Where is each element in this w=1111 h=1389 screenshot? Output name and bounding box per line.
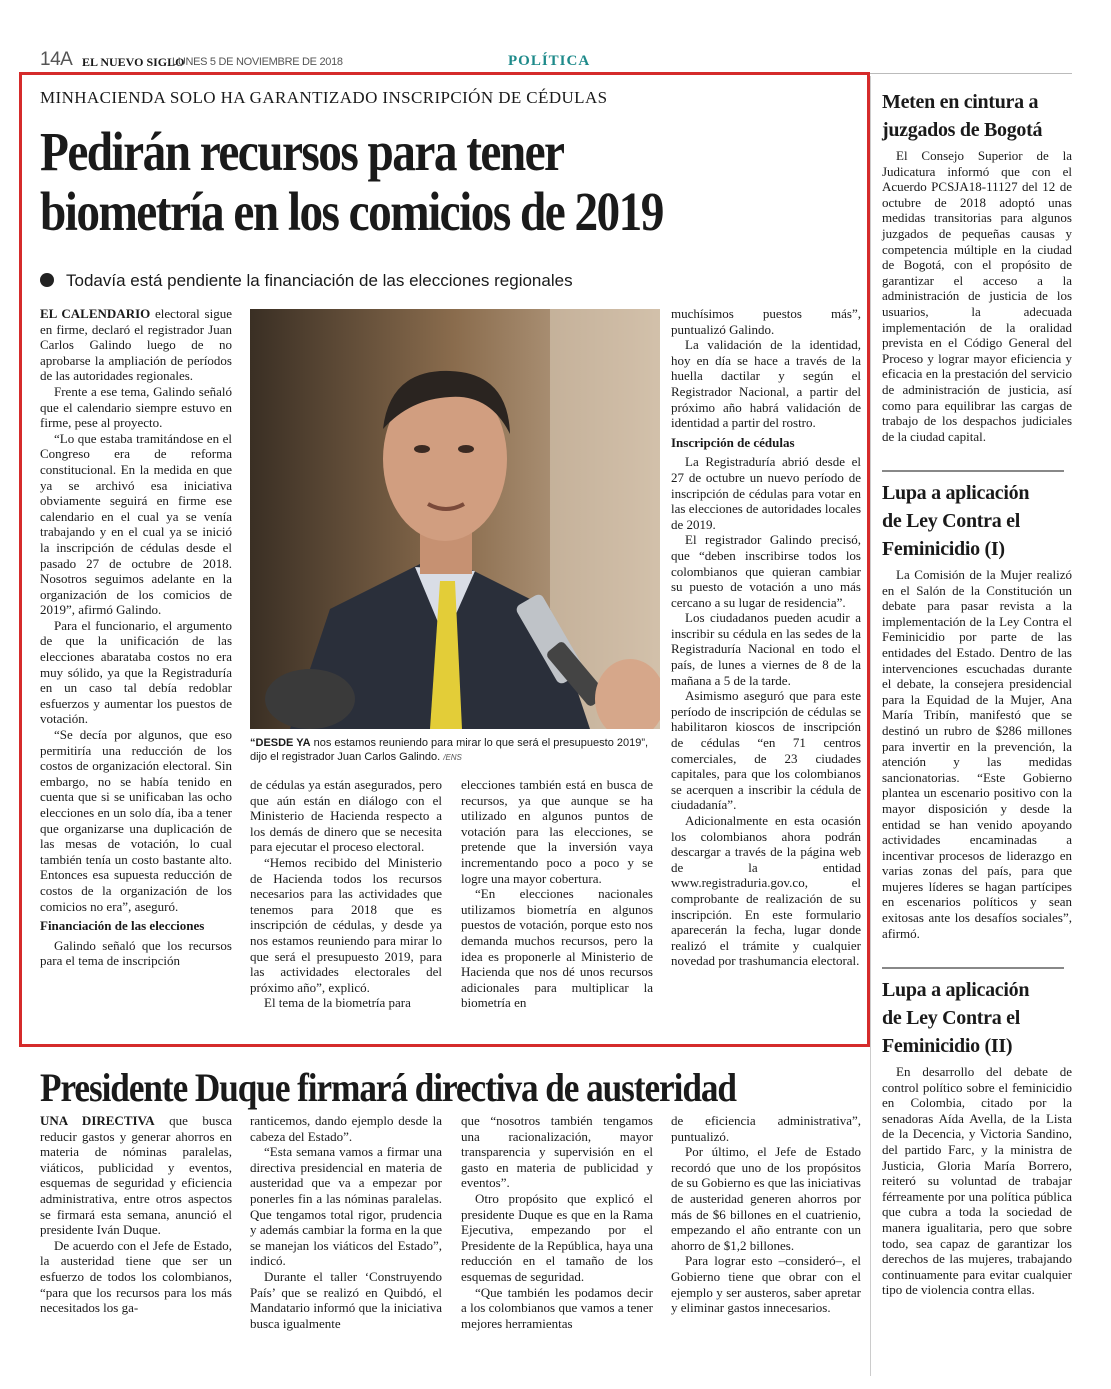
paragraph: de cédulas ya están asegurados, pero que aún están en diálogo con el Ministerio de Hacienda respecto a los demás de dinero que se necesita para ejecutar el proceso electoral. <box>250 777 442 855</box>
article-headline <box>40 122 745 242</box>
photo-registrar-image <box>250 309 660 729</box>
bottom-column-3 <box>461 1113 653 1331</box>
article-column-4 <box>671 306 861 969</box>
caption-text: nos estamos reuniendo para mirar lo que será el presupuesto 2019”, dijo el registrador Juan Carlos Galindo. <box>250 737 649 763</box>
title-line: Feminicidio (II) <box>882 1035 1013 1057</box>
article-column-2 <box>250 777 442 1011</box>
caption-lead: “DESDE YA <box>250 737 311 749</box>
title-line: Lupa a aplicación <box>882 482 1030 504</box>
column-divider <box>870 76 871 1376</box>
paragraph: ranticemos, dando ejemplo desde la cabeza del Estado”. <box>250 1113 442 1144</box>
article-kicker: MINHACIENDA SOLO HA GARANTIZADO INSCRIPCIÓN DE CÉDULAS <box>40 88 608 107</box>
paragraph: El registrador Galindo precisó, que “deben inscribirse todos los colombianos que quieran cambiar su puesto de votación a uno más cercano a su lugar de residencia”. <box>671 532 861 610</box>
sidebar-title-1 <box>882 88 1072 144</box>
subhead-text: Todavía está pendiente la financiación de las elecciones regionales <box>66 271 573 290</box>
subtitle: Inscripción de cédulas <box>671 434 795 450</box>
sidebar-separator <box>882 470 1064 472</box>
bullet-icon <box>40 273 54 287</box>
paragraph: La Registraduría abrió desde el 27 de octubre un nuevo período de inscripción de cédulas para votar en las elecciones de autoridades locales de 2019. <box>671 454 861 532</box>
paragraph: Adicionalmente en esta ocasión los colombianos ahora podrán descargar a través de la página web de la entidad www.registraduria.gov.co, el comprobante de realización de su inscripción. En este formulario aparecerán la fecha, lugar donde realizó el trámite y cualquier novedad por trashumancia electoral. <box>671 813 861 969</box>
paragraph: “Que también les podamos decir a los colombianos que vamos a tener mejores herramientas <box>461 1284 653 1331</box>
paragraph-text: electoral sigue en firme, declaró el registrador Juan Carlos Galindo luego de no aprobarse la ampliación de períodos de las autoridades regionales. <box>40 306 232 384</box>
newspaper-name: EL NUEVO SIGLO <box>82 55 185 69</box>
paragraph: Para el funcionario, el argumento de que la unificación de las elecciones abarataba costos no era muy sólido, ya que la Registraduría en un caso tal debía redoblar esfuerzos y aumentar los puestos de votación. <box>40 617 232 727</box>
paragraph: “En elecciones nacionales utilizamos biometría en algunos puestos de votación, porque esto nos demanda muchos recursos, pero la idea es proponerle al Ministerio de Hacienda que nos dé unos recursos adicionales para multiplicar la biometría en <box>461 886 653 1011</box>
article-subhead <box>40 271 573 291</box>
article-column-1 <box>40 306 232 969</box>
paragraph <box>40 306 232 384</box>
subtitle: Financiación de las elecciones <box>40 918 205 934</box>
paragraph: “Esta semana vamos a firmar una directiva presidencial en materia de austeridad que va a empezar por ponerles fin a las nóminas paralelas. Que tengamos total rigor, prudencia y además cambiar la forma en la que se manejan los viáticos del Estado”, indicó. <box>250 1144 442 1269</box>
photo-credit: /ENS <box>443 753 462 762</box>
bottom-column-1 <box>40 1113 232 1316</box>
paragraph: “Hemos recibido del Ministerio de Hacienda todos los recursos necesarios para las actividades que tenemos para 2018 que es inscripción de cédulas, y desde ya nos estamos reuniendo para mirar lo que será el presupuesto 2019, para las actividades electorales del próximo año”, explicó. <box>250 854 442 995</box>
paragraph: Galindo señaló que los recursos para el tema de inscripción <box>40 937 232 969</box>
bottom-column-4 <box>671 1113 861 1316</box>
sidebar-title-2 <box>882 479 1072 563</box>
paragraph: Durante el taller ‘Construyendo País’ que se realizó en Quibdó, el Mandatario informó que la iniciativa busca igualmente <box>250 1268 442 1331</box>
sidebar-body-2 <box>882 567 1072 941</box>
paragraph: muchísimos puestos más”, puntualizó Galindo. <box>671 306 861 337</box>
article-photo <box>250 309 660 729</box>
paragraph: Asimismo aseguró que para este período de inscripción de cédulas se habilitaron kioscos de inscripción de cédulas “en 71 centros comerciales, de 23 ciudades capitales, para que los colombianos se acerquen a inscribir la cédula de ciudadanía”. <box>671 688 861 813</box>
paragraph: El Consejo Superior de la Judicatura informó que con el Acuerdo PCSJA18-11127 del 12 de octubre de 2018 adoptó unas medidas transitorias para algunos juzgados de pequeñas causas y competencia múltiple en la ciudad de Bogotá, con el propósito de garantizar el acceso a la administración de justicia de los usuarios, la adecuada implementación de la oralidad prevista en el Código General del Proceso y lograr mayor eficiencia y eficacia en la prestación del servicio de administración de justicia, así como para equilibrar las cargas de trabajo de los despachos judiciales de la ciudad capital. <box>882 148 1072 444</box>
bottom-headline: Presidente Duque firmará directiva de austeridad <box>40 1065 736 1110</box>
title-line: Lupa a aplicación <box>882 979 1030 1001</box>
title-line: de Ley Contra el <box>882 510 1020 532</box>
paragraph: En desarrollo del debate de control político sobre el feminicidio en Colombia, citado por la senadoras Aída Avella, de la Lista de la Decencia, y Victoria Sandino, del partido Farc, y la ministra de Justicia, Gloria María Borrero, reiteró su voluntad de trabajar férreamente por una política pública que cubra a toda la sociedad de manera igualitaria, pero que sobre todo, sea capaz de garantizar los derechos de las mujeres, trabajando continuamente para evitar cualquier tipo de violencia contra ellas. <box>882 1064 1072 1298</box>
title-line: Feminicidio (I) <box>882 538 1005 560</box>
paragraph: La Comisión de la Mujer realizó en el Salón de la Constitución un debate para pasar revista a la implementación de la Ley Contra el Feminicidio por parte de las entidades del Estado. Dentro de las intervenciones escuchadas durante el debate, la consejera presidencial para la Equidad de la Mujer, Ana María Tribín, manifestó que se destinó un rubro de $286 millones para invertir en la prevención, la atención y las medidas sancionatorias. “Este Gobierno plantea un escenario positivo con la mayor disposición y desde la entidad se han venido apoyando actividades encaminadas a incentivar procesos de liderazgo en varias zonas del país, para que mujeres líderes se hagan partícipes en escenarios políticos y sean exitosas ante los desafíos sociales”, afirmó. <box>882 567 1072 941</box>
paragraph: “Lo que estaba tramitándose en el Congreso era de reforma constitucional. En la medida en que ya se archivó esa iniciativa obviamente seguirá en firme ese calendario en el cual ya se venía trabajando y en el cual ya se inició la inscripción de cédulas desde el pasado 27 de octubre de 2018. Nosotros seguimos adelante en la organización de los comicios de 2019”, afirmó Galindo. <box>40 430 232 618</box>
sidebar-body-1 <box>882 148 1072 444</box>
paragraph: La validación de la identidad, hoy en día se hace a través de la huella dactilar y según el Registrador Nacional, a partir del próximo año habrá validación de identidad a partir del rostro. <box>671 337 861 431</box>
headline-line-2: biometría en los comicios de 2019 <box>40 181 663 242</box>
paragraph <box>40 1113 232 1238</box>
paragraph: Los ciudadanos pueden acudir a inscribir su cédula en las sedes de la Registraduría Nacional en todo el país, de lunes a viernes de 8 de la mañana a 5 de la tarde. <box>671 610 861 688</box>
lead-words: UNA DIRECTIVA <box>40 1113 155 1128</box>
paragraph: Otro propósito que explicó el presidente Duque es que en la Rama Ejecutiva, empezando por el Presidente de la República, haya una reducción en el tamaño de los esquemas de seguridad. <box>461 1190 653 1284</box>
title-line: de Ley Contra el <box>882 1007 1020 1029</box>
paragraph-text: que busca reducir gastos y generar ahorros en materia de nóminas paralelas, viáticos, publicidad y eventos, esquemas de seguridad y eficiencia administrativa, entre otros aspectos se firmará esta semana, anunció el presidente Iván Duque. <box>40 1113 232 1238</box>
issue-date: LUNES 5 DE NOVIEMBRE DE 2018 <box>172 56 343 68</box>
paragraph: que “nosotros también tengamos una racionalización, mayor transparencia y supervisión en el gasto en materia de publicidad y eventos”. <box>461 1113 653 1191</box>
headline-line-1: Pedirán recursos para tener <box>40 121 564 182</box>
page-number: 14A <box>40 49 73 70</box>
paragraph: “Se decía por algunos, que eso permitiría una reducción de los costos de organización electoral. Sin embargo, no se había tenido en cuenta que si se unificaban las ocho elecciones en un solo día, iba a tener que organizarse una duplicación de las mesas de votación, lo cual también tenía un costo bastante alto. Entonces esa supuesta reducción de costos de la organización de los comicios no era”, aseguró. <box>40 727 232 914</box>
title-line: juzgados de Bogotá <box>882 119 1043 141</box>
section-label: POLÍTICA <box>508 53 591 69</box>
title-line: Meten en cintura a <box>882 91 1039 113</box>
sidebar-title-3 <box>882 976 1072 1060</box>
paragraph: Para lograr esto –consideró–, el Gobierno tiene que obrar con el ejemplo y ser austeros, saber apretar y eliminar gastos innecesarios. <box>671 1253 861 1316</box>
paragraph: Frente a ese tema, Galindo señaló que el calendario siempre estuvo en firme, pese al proyecto. <box>40 383 232 431</box>
sidebar-body-3 <box>882 1064 1072 1298</box>
bottom-column-2 <box>250 1113 442 1331</box>
article-column-3 <box>461 777 653 1011</box>
paragraph: de eficiencia administrativa”, puntualizó. <box>671 1113 861 1144</box>
photo-caption <box>250 736 655 765</box>
paragraph: De acuerdo con el Jefe de Estado, la austeridad tiene que ser un esfuerzo de todos los colombianos, “para que los recursos para los más necesitados los ga- <box>40 1237 232 1316</box>
lead-words: EL CALENDARIO <box>40 306 151 321</box>
sidebar-separator <box>882 967 1064 969</box>
paragraph: El tema de la biometría para <box>264 995 411 1011</box>
paragraph: Por último, el Jefe de Estado recordó que uno de los propósitos de su Gobierno es que las iniciativas de austeridad generen ahorros por más de $6 billones en el cuatrienio, empezando el año entrante con un ahorro de $1,2 billones. <box>671 1144 861 1253</box>
paragraph: elecciones también está en busca de recursos, ya que aunque se ha utilizado en algunos puntos de votación para las elecciones, se pretende que la inversión vaya incrementando poco a poco y se logre una mayor cobertura. <box>461 777 653 886</box>
